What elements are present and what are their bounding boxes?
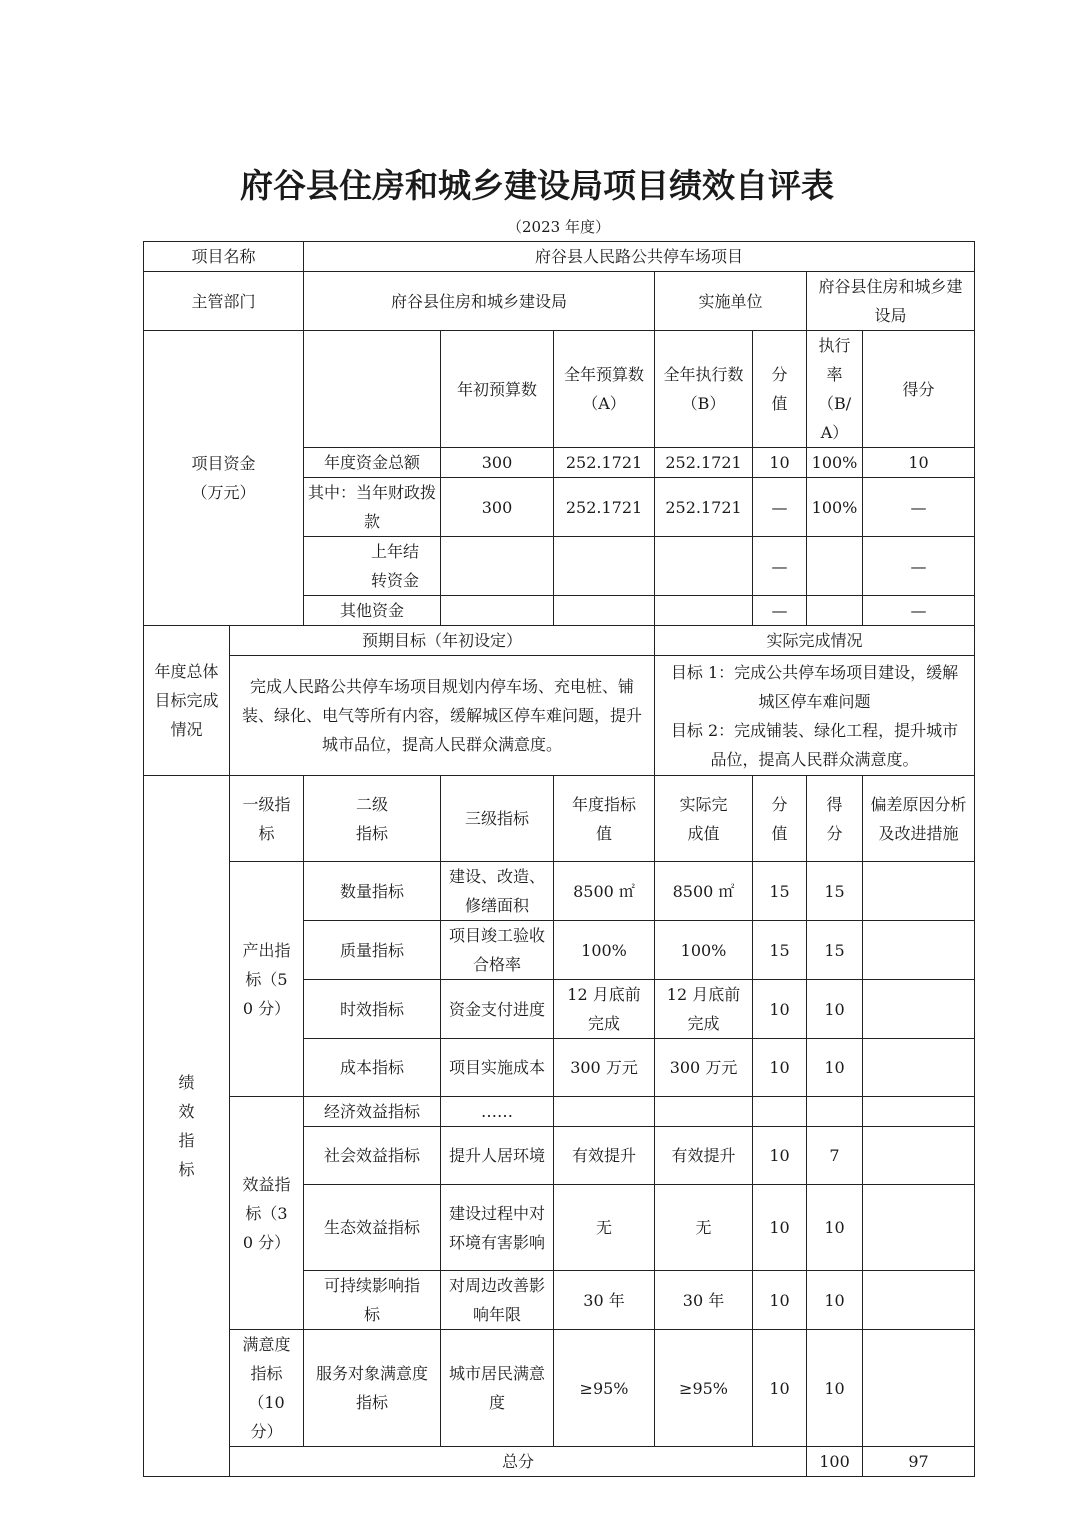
indicator-note: [863, 921, 975, 980]
indicator-note: [863, 1097, 975, 1127]
project-name-value: 府谷县人民路公共停车场项目: [304, 242, 975, 272]
project-name-label: 项目名称: [144, 242, 304, 272]
indicator-target: 300 万元: [554, 1039, 655, 1097]
dept-row: [144, 272, 975, 331]
total-score: 97: [863, 1447, 975, 1477]
fund-rate: 100%: [807, 478, 863, 537]
indicator-score-value: 10: [753, 980, 807, 1039]
indicator-note: [863, 1039, 975, 1097]
indicator-score-value: [753, 1097, 807, 1127]
indicator-actual: 300 万元: [655, 1039, 753, 1097]
indicator-header-row: [144, 776, 975, 862]
indicator-note: [863, 980, 975, 1039]
goals-content-row: [144, 656, 975, 776]
fund-executed: [655, 537, 753, 596]
goals-expected-header: 预期目标（年初设定）: [230, 626, 655, 656]
goals-actual-text-1: 目标 1：完成公共停车场项目建设，缓解城区停车难问题: [670, 662, 959, 711]
indicator-row: [144, 1097, 975, 1127]
fund-name: 上年结转资金: [304, 537, 441, 596]
indicator-level3: 建设过程中对环境有害影响: [441, 1185, 554, 1271]
indicator-actual: 12 月底前完成: [655, 980, 753, 1039]
indicator-score: 7: [807, 1127, 863, 1185]
impl-label: 实施单位: [655, 272, 807, 331]
fund-initial: [441, 537, 554, 596]
fund-name: 年度资金总额: [304, 448, 441, 478]
indicator-level2: 生态效益指标: [304, 1185, 441, 1271]
indicator-note: [863, 1271, 975, 1330]
indicator-score-value: 10: [753, 1330, 807, 1447]
indicator-actual: [655, 1097, 753, 1127]
indicator-level3: 项目竣工验收合格率: [441, 921, 554, 980]
indicator-row: [144, 862, 975, 921]
indicator-level3: 提升人居环境: [441, 1127, 554, 1185]
indicator-actual: ≥95%: [655, 1330, 753, 1447]
indicator-note: [863, 1185, 975, 1271]
indicator-level3: ……: [441, 1097, 554, 1127]
impl-value: 府谷县住房和城乡建设局: [807, 272, 975, 331]
indicator-score-value: 15: [753, 921, 807, 980]
funds-header-initial: 年初预算数: [441, 331, 554, 448]
indicator-note: [863, 1330, 975, 1447]
indicator-score: 10: [807, 980, 863, 1039]
project-name-row: [144, 242, 975, 272]
funds-header-score: 得分: [863, 331, 975, 448]
funds-header-score-value: 分值: [753, 331, 807, 448]
fund-executed: [655, 596, 753, 626]
fund-score-value: —: [753, 478, 807, 537]
fund-rate: [807, 537, 863, 596]
indicator-header-level3: 三级指标: [441, 776, 554, 862]
fund-annual: [554, 596, 655, 626]
indicator-note: [863, 1127, 975, 1185]
goals-actual-cell: [655, 656, 975, 776]
fund-rate: 100%: [807, 448, 863, 478]
indicator-header-level1: 一级指标: [230, 776, 304, 862]
indicator-level2: 时效指标: [304, 980, 441, 1039]
funds-header-annual: 全年预算数（A）: [554, 331, 655, 448]
indicator-row: [144, 1330, 975, 1447]
indicator-score-value: 10: [753, 1039, 807, 1097]
indicator-actual: 100%: [655, 921, 753, 980]
fund-annual: [554, 537, 655, 596]
fund-initial: [441, 596, 554, 626]
goals-header-row: [144, 626, 975, 656]
fund-annual: 252.1721: [554, 448, 655, 478]
indicator-header-score-value: 分值: [753, 776, 807, 862]
indicator-level3: 城市居民满意度: [441, 1330, 554, 1447]
indicator-actual: 30 年: [655, 1271, 753, 1330]
fund-score: —: [863, 537, 975, 596]
funds-label: 项目资金（万元）: [144, 331, 304, 626]
fund-score-value: 10: [753, 448, 807, 478]
indicator-score-value: 15: [753, 862, 807, 921]
indicator-actual: 有效提升: [655, 1127, 753, 1185]
fund-executed: 252.1721: [655, 448, 753, 478]
fund-score: —: [863, 478, 975, 537]
indicator-target: 8500 ㎡: [554, 862, 655, 921]
benefit-indicator-label: 效益指标（30 分）: [230, 1097, 304, 1330]
output-indicator-label: 产出指标（50 分）: [230, 862, 304, 1097]
indicator-level3: 对周边改善影响年限: [441, 1271, 554, 1330]
goals-label: 年度总体目标完成情况: [144, 626, 230, 776]
funds-header-blank: [304, 331, 441, 448]
indicator-target: 有效提升: [554, 1127, 655, 1185]
indicator-score-value: 10: [753, 1127, 807, 1185]
indicator-level2: 数量指标: [304, 862, 441, 921]
year-subtitle: （2023 年度）: [507, 218, 610, 236]
fund-initial: 300: [441, 478, 554, 537]
funds-header-row: [144, 331, 975, 448]
indicators-label: 绩效指标: [144, 776, 230, 1477]
indicator-target: 100%: [554, 921, 655, 980]
fund-rate: [807, 596, 863, 626]
indicator-score-value: 10: [753, 1185, 807, 1271]
indicator-score: 10: [807, 1185, 863, 1271]
goals-expected-text: 完成人民路公共停车场项目规划内停车场、充电桩、铺装、绿化、电气等所有内容，缓解城区停车难问题，提升城市品位，提高人民群众满意度。: [230, 656, 655, 776]
indicator-target: ≥95%: [554, 1330, 655, 1447]
indicator-header-target: 年度指标值: [554, 776, 655, 862]
funds-header-executed: 全年执行数（B）: [655, 331, 753, 448]
fund-initial: 300: [441, 448, 554, 478]
goals-actual-header: 实际完成情况: [655, 626, 975, 656]
indicator-header-actual: 实际完成值: [655, 776, 753, 862]
indicator-score: 15: [807, 862, 863, 921]
indicator-level3: 资金支付进度: [441, 980, 554, 1039]
indicator-score: 10: [807, 1039, 863, 1097]
total-score-value: 100: [807, 1447, 863, 1477]
indicator-header-score: 得分: [807, 776, 863, 862]
indicator-level2: 服务对象满意度指标: [304, 1330, 441, 1447]
total-label: 总分: [230, 1447, 807, 1477]
dept-label: 主管部门: [144, 272, 304, 331]
funds-header-rate: 执行率（B/A）: [807, 331, 863, 448]
dept-value: 府谷县住房和城乡建设局: [304, 272, 655, 331]
indicator-level2: 可持续影响指标: [304, 1271, 441, 1330]
indicator-level2: 经济效益指标: [304, 1097, 441, 1127]
indicator-target: 12 月底前完成: [554, 980, 655, 1039]
indicator-level3: 建设、改造、修缮面积: [441, 862, 554, 921]
fund-executed: 252.1721: [655, 478, 753, 537]
fund-name: 其中：当年财政拨款: [304, 478, 441, 537]
indicator-target: 30 年: [554, 1271, 655, 1330]
indicator-actual: 无: [655, 1185, 753, 1271]
total-row: [144, 1447, 975, 1477]
satisfaction-indicator-label: 满意度指标（10 分）: [230, 1330, 304, 1447]
indicator-score: 10: [807, 1330, 863, 1447]
indicator-actual: 8500 ㎡: [655, 862, 753, 921]
indicator-level3: 项目实施成本: [441, 1039, 554, 1097]
fund-score: —: [863, 596, 975, 626]
indicator-level2: 社会效益指标: [304, 1127, 441, 1185]
indicator-header-level2: 二级指标: [304, 776, 441, 862]
performance-table: [143, 241, 975, 1477]
indicator-target: 无: [554, 1185, 655, 1271]
indicator-note: [863, 862, 975, 921]
indicator-score: 10: [807, 1271, 863, 1330]
fund-score-value: —: [753, 537, 807, 596]
indicator-level2: 质量指标: [304, 921, 441, 980]
indicator-score: [807, 1097, 863, 1127]
indicator-score-value: 10: [753, 1271, 807, 1330]
indicator-score: 15: [807, 921, 863, 980]
fund-name: 其他资金: [304, 596, 441, 626]
fund-score-value: —: [753, 596, 807, 626]
fund-annual: 252.1721: [554, 478, 655, 537]
indicator-header-note: 偏差原因分析及改进措施: [863, 776, 975, 862]
indicator-target: [554, 1097, 655, 1127]
page-title: 府谷县住房和城乡建设局项目绩效自评表: [240, 166, 834, 205]
fund-score: 10: [863, 448, 975, 478]
indicator-level2: 成本指标: [304, 1039, 441, 1097]
goals-actual-text-2: 目标 2：完成铺装、绿化工程，提升城市品位，提高人民群众满意度。: [670, 720, 959, 769]
